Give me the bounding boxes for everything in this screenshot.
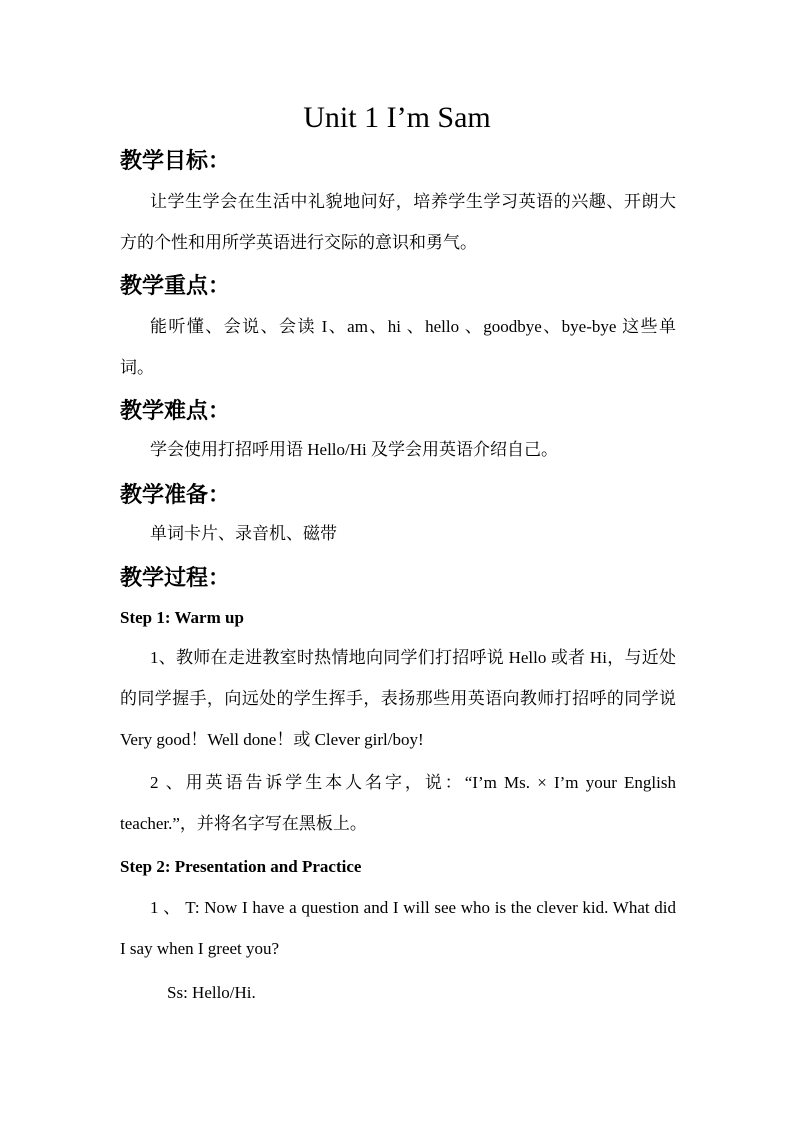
difficulties-text: 学会使用打招呼用语 Hello/Hi 及学会用英语介绍自己。 <box>150 440 558 459</box>
step1-item1: 1、教师在走进教室时热情地向同学们打招呼说 Hello 或者 Hi，与近处的同学握手，向远处的学生挥手，表扬那些用英语向教师打招呼的同学说 Very good！Well done！或 Clever girl/boy! <box>120 648 676 749</box>
difficulties-heading: 教学难点： <box>120 398 231 423</box>
process-heading: 教学过程： <box>120 565 231 590</box>
objectives-heading: 教学目标： <box>120 148 231 173</box>
step1-title: Step 1: Warm up <box>120 608 244 627</box>
step2-item1: 1 、 T: Now I have a question and I will see who is the clever kid. What did I say when I greet you? <box>120 898 676 958</box>
step1-item2: 2 、用英语告诉学生本人名字，说：“I’m Ms. × I’m your English teacher.”，并将名字写在黑板上。 <box>120 773 676 833</box>
step2-reply: Ss: Hello/Hi. <box>167 983 256 1002</box>
step2-title: Step 2: Presentation and Practice <box>120 857 362 876</box>
preparation-text: 单词卡片、录音机、磁带 <box>150 524 337 543</box>
objectives-text: 让学生学会在生活中礼貌地问好，培养学生学习英语的兴趣、开朗大方的个性和用所学英语进行交际的意识和勇气。 <box>120 192 676 252</box>
preparation-heading: 教学准备： <box>120 482 231 507</box>
key-points-heading: 教学重点： <box>120 273 231 298</box>
key-points-text: 能听懂、会说、会读 I、am、hi 、hello 、goodbye、bye-bye 这些单词。 <box>120 317 676 377</box>
document-title: Unit 1 I’m Sam <box>303 101 491 134</box>
